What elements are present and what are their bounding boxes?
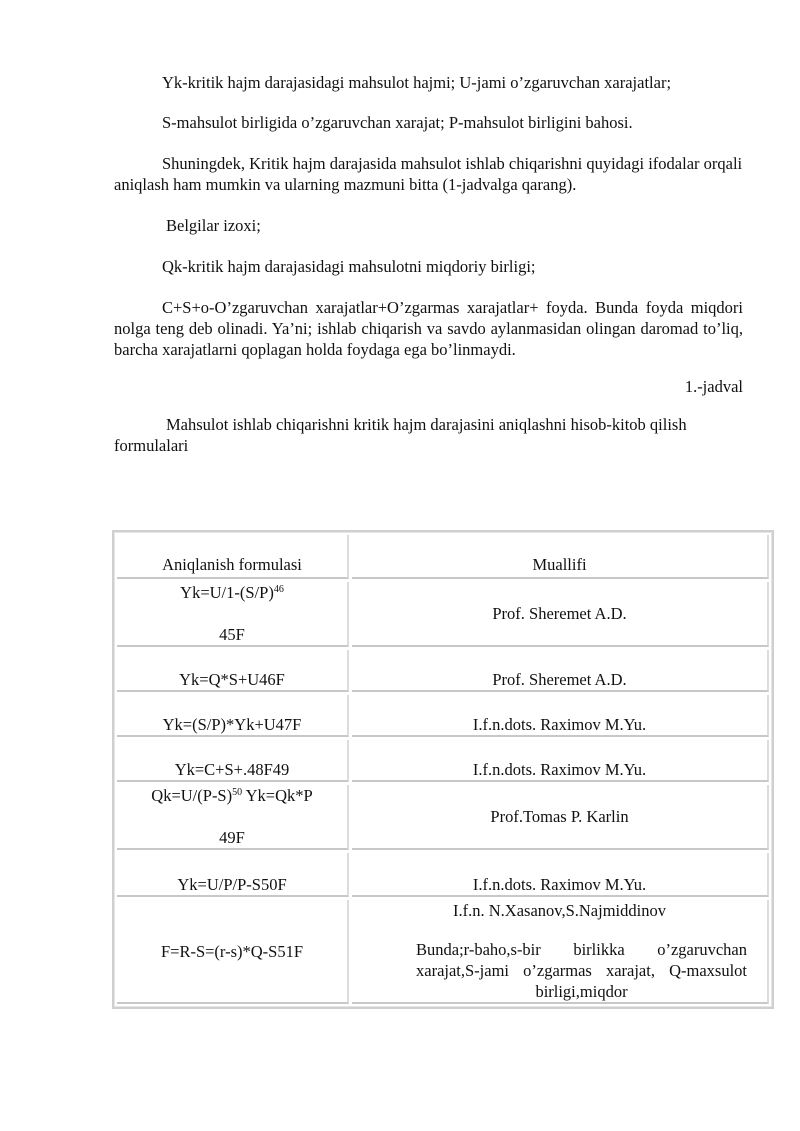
table-row [117, 695, 769, 737]
table-row [117, 853, 769, 897]
formula-text: Yk=U/1-(S/P) [180, 583, 274, 602]
paragraph-definitions-2: S-mahsulot birligida o’zgaruvchan xarajat; P-mahsulot birligini bahosi. [162, 113, 633, 132]
author-cell: Prof.Tomas P. Karlin [352, 785, 769, 850]
author-cell: I.f.n.dots. Raximov M.Yu. [352, 853, 769, 897]
footnote-ref: 46 [273, 584, 284, 595]
paragraph-legend-title: Belgilar izoxi; [166, 216, 261, 235]
formula-cell: Yk=Q*S+U46F [117, 650, 349, 692]
paragraph-qk-definition: Qk-kritik hajm darajasidagi mahsulotni miqdoriy birligi; [162, 257, 536, 276]
formula-cell: Yk=U/P/P-S50F [117, 853, 349, 897]
formula-cell [117, 582, 349, 647]
author-cell: I.f.n.dots. Raximov M.Yu. [352, 695, 769, 737]
formula-cell: F=R-S=(r-s)*Q-S51F [117, 900, 349, 1004]
formula-cell [117, 785, 349, 850]
formula-text: Qk=U/(P-S) [151, 786, 233, 805]
formula-cell: Yk=C+S+.48F49 [117, 740, 349, 782]
table-row [117, 900, 769, 1004]
paragraph-intro: Shuningdek, Kritik hajm darajasida mahsulot ishlab chiqarishni quyidagi ifodalar orqali aniqlash ham mumkin va ularning mazmuni bitta (1-jadvalga qarang). [114, 154, 743, 194]
paragraph-definitions-1: Yk-kritik hajm darajasidagi mahsulot hajmi; U-jami o’zgaruvchan xarajatlar; [162, 73, 672, 92]
author-cell: Prof. Sheremet A.D. [352, 582, 769, 647]
table-row [117, 650, 769, 692]
document-body [114, 72, 743, 456]
table-row [117, 740, 769, 782]
formula-footnote: 45F [219, 625, 245, 644]
paragraph-cso-explanation: C+S+o-O’zgaruvchan xarajatlar+O’zgarmas xarajatlar+ foyda. Bunda foyda miqdori nolga teng deb olinadi. Ya’ni; ishlab chiqarish va savdo aylanmasidan olingan daromad to’liq, barcha xarajatlarni qoplagan holda foydaga ega bo’linmaydi. [114, 298, 743, 359]
formula-cell: Yk=(S/P)*Yk+U47F [117, 695, 349, 737]
author-cell: I.f.n.dots. Raximov M.Yu. [352, 740, 769, 782]
table-label: 1.-jadval [684, 377, 743, 396]
header-author: Muallifi [352, 535, 769, 579]
table-header-row [117, 535, 769, 579]
formula-footnote: 49F [219, 828, 245, 847]
table-row [117, 785, 769, 850]
author-note: Bunda;r-baho,s-bir birlikka o’zgaruvchan xarajat,S-jami o’zgarmas xarajat, Q-maxsulot birligi,miqdor [416, 940, 747, 1001]
author-names: I.f.n. N.Xasanov,S.Najmiddinov [453, 901, 666, 920]
formula-text-after: Yk=Qk*P [242, 786, 313, 805]
table-caption: Mahsulot ishlab chiqarishni kritik hajm darajasini aniqlashni hisob-kitob qilish formulalari [114, 415, 687, 455]
author-cell [352, 900, 769, 1004]
header-formula: Aniqlanish formulasi [117, 535, 349, 579]
author-cell: Prof. Sheremet A.D. [352, 650, 769, 692]
table-row [117, 582, 769, 647]
footnote-ref: 50 [232, 787, 243, 798]
formulas-table [112, 530, 774, 1009]
